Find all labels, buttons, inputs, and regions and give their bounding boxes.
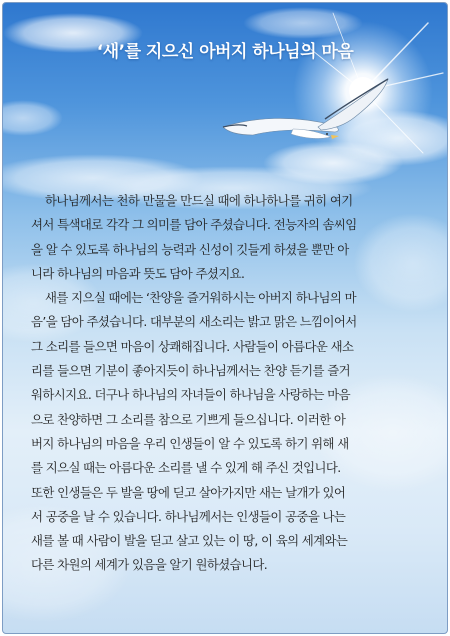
text-line: 을 알 수 있도록 하나님의 능력과 신성이 깃들게 하셨을 뿐만 아 <box>31 241 349 257</box>
page-title: ‘새’를 지으신 아버지 하나님의 마음 <box>96 42 354 62</box>
text-line: 으로 찬양하면 그 소리를 참으로 기쁘게 들으십니다. 이러한 아 <box>31 411 346 427</box>
text-line: 버지 하나님의 마음을 우리 인생들이 알 수 있도록 하기 위해 새 <box>31 435 349 451</box>
text-line: 새를 지으실 때에는 ‘찬양을 즐거워하시는 아버지 하나님의 마 <box>45 290 356 306</box>
text-line: 새를 볼 때 사람이 발을 딛고 살고 있는 이 땅, 이 육의 세계와는 <box>31 533 348 549</box>
text-line: 또한 인생들은 두 발을 땅에 딛고 살아가지만 새는 날개가 있어 <box>31 484 346 500</box>
text-line: 워하시지요. 더구나 하나님의 자녀들이 하나님을 사랑하는 마음 <box>31 387 350 403</box>
text-line: 셔서 특색대로 각각 그 의미를 담아 주셨습니다. 전능자의 솜씨임 <box>31 217 357 233</box>
text-line: 니라 하나님의 마음과 뜻도 담아 주셨지요. <box>31 265 245 281</box>
page-frame <box>2 2 448 634</box>
text-line: 하나님께서는 천하 만물을 만드실 때에 하나하나를 귀히 여기 <box>45 193 353 208</box>
text-line: 음’을 담아 주셨습니다. 대부분의 새소리는 밝고 맑은 느낌이어서 <box>31 314 357 330</box>
text-line: 리를 들으면 기분이 좋아지듯이 하나님께서는 찬양 듣기를 즐거 <box>31 363 350 379</box>
paragraph-2 <box>31 286 421 578</box>
article-body <box>31 189 421 578</box>
paragraph-1 <box>31 189 421 286</box>
text-line: 그 소리를 들으면 마음이 상쾌해집니다. 사람들이 아름다운 새소 <box>31 338 354 354</box>
text-line: 서 공중을 날 수 있습니다. 하나님께서는 인생들이 공중을 나는 <box>31 508 346 524</box>
text-line: 를 지으실 때는 아름다운 소리를 낼 수 있게 해 주신 것입니다. <box>31 460 341 476</box>
text-line: 다른 차원의 세계가 있음을 알기 원하셨습니다. <box>31 557 268 573</box>
